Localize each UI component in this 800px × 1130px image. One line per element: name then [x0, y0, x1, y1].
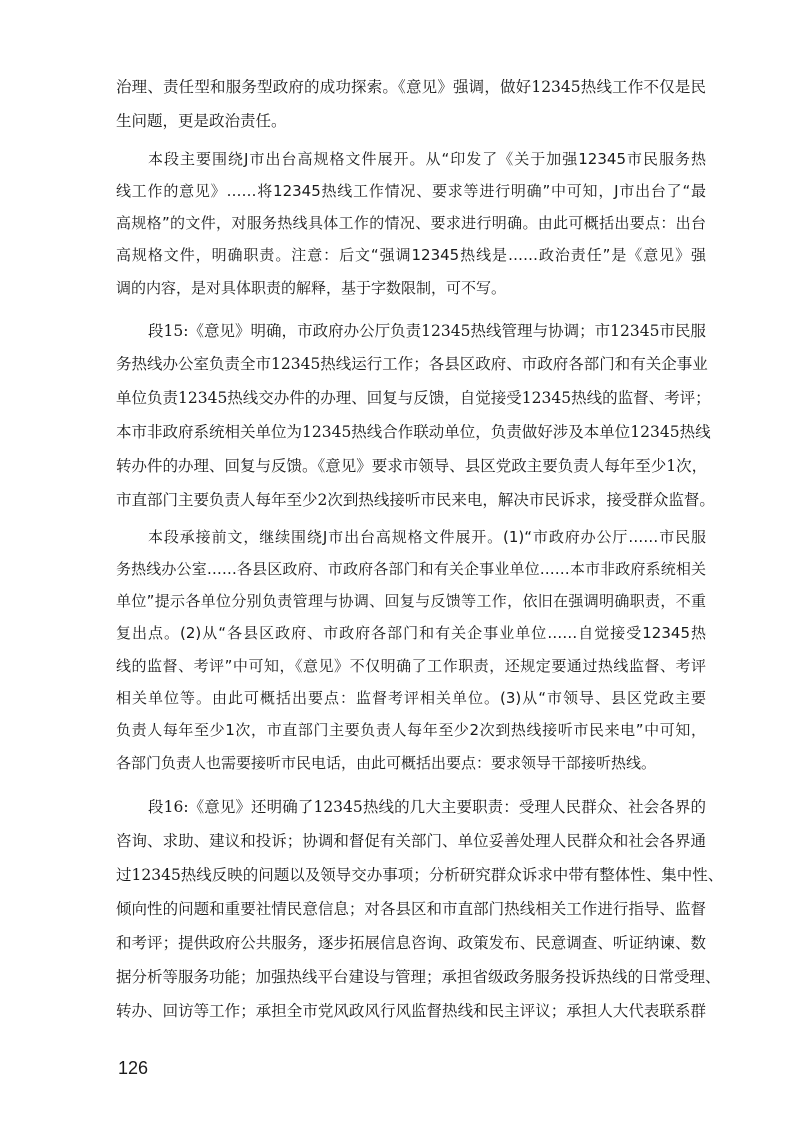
text-line: 段15:《意见》明确，市政府办公厅负责12345热线管理与协调；市12345市民服 — [148, 322, 706, 340]
text-line: 单位”提示各单位分别负责管理与协调、回复与反馈等工作，依旧在强调明确职责，不重 — [116, 592, 706, 610]
text-line: 和考评；提供政府公共服务，逐步拓展信息咨询、政策发布、民意调查、听证纳谏、数 — [116, 934, 706, 952]
text-line: 段16:《意见》还明确了12345热线的几大主要职责：受理人民群众、社会各界的 — [148, 798, 706, 816]
text-line: 线工作的意见》……将12345热线工作情况、要求等进行明确”中可知，J市出台了“最 — [116, 182, 706, 200]
text-line: 倾向性的问题和重要社情民意信息；对各县区和市直部门热线相关工作进行指导、监督 — [116, 900, 706, 918]
text-line: 据分析等服务功能；加强热线平台建设与管理；承担省级政务服务投诉热线的日常受理、 — [116, 968, 721, 986]
text-line: 负责人每年至少1次，市直部门主要负责人每年至少2次到热线接听市民来电”中可知， — [116, 721, 706, 739]
text-line: 线的监督、考评”中可知，《意见》不仅明确了工作职责，还规定要通过热线监督、考评 — [116, 657, 706, 675]
text-line: 各部门负责人也需要接听市民电话，由此可概括出要点：要求领导干部接听热线。 — [116, 754, 657, 772]
text-line: 治理、责任型和服务型政府的成功探索。《意见》强调，做好12345热线工作不仅是民 — [116, 78, 706, 96]
text-line: 单位负责12345热线交办件的办理、回复与反馈，自觉接受12345热线的监督、考评； — [116, 389, 711, 407]
text-line: 务热线办公室负责全市12345热线运行工作；各县区政府、市政府各部门和有关企事业 — [116, 355, 708, 373]
text-line: 本段承接前文，继续围绕J市出台高规格文件展开。(1)“市政府办公厅……市民服 — [148, 528, 706, 546]
text-line: 市直部门主要负责人每年至少2次到热线接听市民来电，解决市民诉求，接受群众监督。 — [116, 491, 715, 509]
text-line: 调的内容，是对具体职责的解释，基于字数限制，可不写。 — [116, 279, 507, 297]
text-line: 转办件的办理、回复与反馈。《意见》要求市领导、县区党政主要负责人每年至少1次， — [116, 457, 708, 475]
text-line: 务热线办公室……各县区政府、市政府各部门和有关企事业单位……本市非政府系统相关 — [116, 560, 706, 578]
page-number: 126 — [118, 1058, 149, 1078]
text-line: 本市非政府系统相关单位为12345热线合作联动单位，负责做好涉及本单位12345热线 — [116, 423, 711, 441]
text-line: 过12345热线反映的问题以及领导交办事项；分析研究群众诉求中带有整体性、集中性、 — [116, 866, 724, 884]
text-line: 生问题，更是政治责任。 — [116, 112, 287, 130]
text-line: 转办、回访等工作；承担全市党风政风行风监督热线和民主评议；承担人大代表联系群 — [116, 1002, 706, 1020]
text-line: 高规格”的文件，对服务热线具体工作的情况、要求进行明确。由此可概括出要点：出台 — [116, 214, 706, 232]
text-line: 高规格文件，明确职责。注意：后文“强调12345热线是……政治责任”是《意见》强 — [116, 246, 706, 264]
text-line: 相关单位等。由此可概括出要点：监督考评相关单位。(3)从“市领导、县区党政主要 — [116, 689, 706, 707]
text-line: 咨询、求助、建议和投诉；协调和督促有关部门、单位妥善处理人民群众和社会各界通 — [116, 832, 706, 850]
text-line: 本段主要围绕J市出台高规格文件展开。从“印发了《关于加强12345市民服务热 — [148, 150, 706, 168]
text-line: 复出点。(2)从“各县区政府、市政府各部门和有关企事业单位……自觉接受12345热 — [116, 624, 706, 642]
